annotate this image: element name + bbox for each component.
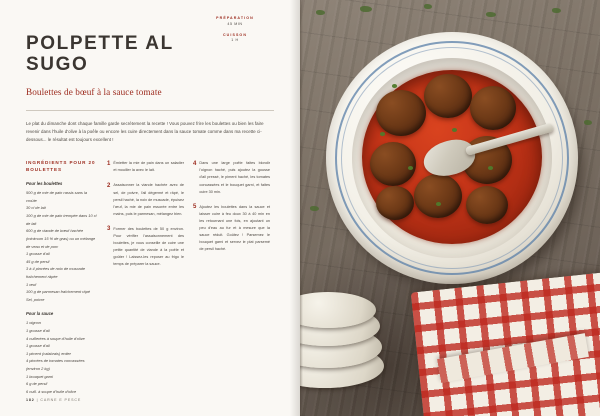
meta-value-preparation: 45 MIN: [227, 21, 243, 26]
list-item: 6 g de persil: [26, 381, 48, 387]
steps-column-1: [107, 160, 184, 403]
ingredients-heading: INGRÉDIENTS POUR 20 BOULETTES: [26, 160, 96, 173]
list-item: 600 g de viande de bœuf hachée (minimum 15 % de gras) ou un mélange de veau et de porc: [26, 228, 96, 249]
recipe-step: [107, 160, 184, 174]
list-item: 4 cuillerées à soupe d'huile d'olive: [26, 335, 85, 341]
list-item: Sel, poivre: [26, 296, 45, 302]
meatball-bowl: [326, 32, 578, 284]
meatball: [376, 186, 414, 220]
ingredient-group-title: Pour les boulettes: [26, 181, 63, 187]
step-text: Ajoutez les boulettes dans la sauce et laisser cuire à feu doux 30 à 40 min en les retournant une fois, en ajoutant un peu d'eau au fur et à mesure que la sauce réduit. Goûtez ! Parsemez le bouquet garni et servez le plat parsemé de persil haché.: [199, 204, 270, 251]
list-item: 4 pincées de tomates concassées (environ 2 kg): [26, 358, 85, 372]
parsley-leaf: [584, 120, 592, 125]
meatball: [376, 90, 426, 136]
recipe-step: [193, 204, 270, 253]
meatball: [370, 142, 416, 186]
step-number: 4: [193, 160, 197, 167]
book-gutter: [300, 0, 303, 416]
meta-label-preparation: PRÉPARATION: [216, 16, 254, 20]
list-item: 30 cl de lait: [26, 205, 46, 211]
step-text: Émietter la mie de pain dans un saladier et mouiller la avec le lait.: [113, 161, 184, 173]
step-number: 1: [107, 160, 111, 167]
recipe-intro: Le plat du dimanche dont chaque famille garde secrètement la recette ! Vous pouvez frire les boulettes ou bien les faire revenir dans l'huile d'olive à la poêle ou encore les cuire directement dans la sauce tomate comme dans ma recette ci-dessous... le résultat est toujours excellent !: [26, 121, 264, 143]
ingredient-list: [26, 189, 98, 303]
step-text: Dans une large poêle faites blondir l'oignon haché, puis ajoutez la gousse d'ail pressé, le piment haché, les tomates concassées et le bouquet garni, et faites cuire 30 min.: [199, 161, 270, 194]
list-item: 100 g de parmesan fraîchement râpé: [26, 289, 91, 295]
recipe-photo-page: [300, 0, 600, 416]
food-photograph: [300, 0, 600, 416]
ingredient-list: [26, 319, 98, 395]
parsley-leaf: [310, 206, 319, 211]
list-item: 100 g de mie de pain trempée dans 10 cl de lait: [26, 213, 97, 226]
parsley-leaf: [360, 6, 372, 12]
parsley-leaf: [316, 10, 325, 15]
parsley-leaf: [424, 4, 432, 9]
folio-separator: |: [36, 398, 39, 402]
ingredient-group-title: Pour la sauce: [26, 311, 54, 317]
folio: [26, 398, 81, 402]
parsley-leaf: [486, 12, 496, 17]
meatball: [424, 74, 472, 118]
step-text: Assaisonner la viande hachée avec de sel, de poivre, l'ail dégermé et râpé, le persil haché, la noix de muscade, épuisez l'œuf, la mie de pain essorée entre les mains, puis le parmesan, mélangez bien.: [113, 183, 184, 216]
ingredient-group: [26, 311, 98, 395]
step-text: Former des boulettes de 50 g environ. Pour vérifier l'assaisonnement des boulettes, je vous conseille de cuire une petite quantité de viande à la poêle et goûter ! Laissez-les reposer au frigo le temps de préparer la sauce.: [113, 226, 184, 266]
list-item: 1 oignon: [26, 320, 41, 326]
divider: [26, 110, 274, 111]
page-title: POLPETTE AL SUGO: [26, 33, 174, 75]
list-item: 1 bouquet garni: [26, 373, 54, 379]
list-item: 500 g de mie de pain rassis sans la croûte: [26, 190, 87, 203]
parsley-garnish: [408, 166, 413, 170]
meta-item-preparation: [192, 16, 278, 26]
list-item: 1 œuf: [26, 281, 37, 287]
step-number: 5: [193, 204, 197, 211]
meta-value-cuisson: 1 H: [231, 38, 239, 43]
parsley-leaf: [552, 8, 561, 13]
recipe-columns: [26, 160, 278, 403]
recipe-step: [107, 182, 184, 217]
folio-page-number: 182: [26, 398, 35, 402]
list-item: 45 g de persil: [26, 258, 50, 264]
recipe-step: [193, 160, 270, 195]
parsley-garnish: [452, 128, 457, 132]
list-item: 1 gousse d'ail: [26, 251, 50, 257]
list-item: 6 cuill. à soupe d'huile d'olive: [26, 388, 77, 394]
parsley-garnish: [392, 84, 397, 88]
parsley-garnish: [436, 202, 441, 206]
list-item: 1 gousse d'ail: [26, 343, 50, 349]
list-item: 1 piment (calabrais) entier: [26, 350, 71, 356]
step-number: 3: [107, 226, 111, 233]
recipe-subtitle: Boulettes de bœuf à la sauce tomate: [26, 87, 162, 98]
meatball: [466, 186, 508, 224]
folio-section: CARNE E PESCE: [40, 398, 82, 402]
meta-item-cuisson: [192, 33, 278, 43]
step-number: 2: [107, 182, 111, 189]
steps-column-2: [193, 160, 270, 403]
ingredient-group: [26, 181, 98, 303]
meta-label-cuisson: CUISSON: [222, 32, 248, 37]
stacked-plates: [300, 292, 386, 388]
recipe-meta: [192, 16, 278, 49]
list-item: 1 gousse d'ail: [26, 327, 50, 333]
list-item: 3 à 4 pincées de noix de muscade fraîchement râpée: [26, 266, 86, 279]
recipe-step: [107, 226, 184, 268]
ingredients-column: [26, 160, 98, 403]
parsley-garnish: [380, 132, 385, 136]
